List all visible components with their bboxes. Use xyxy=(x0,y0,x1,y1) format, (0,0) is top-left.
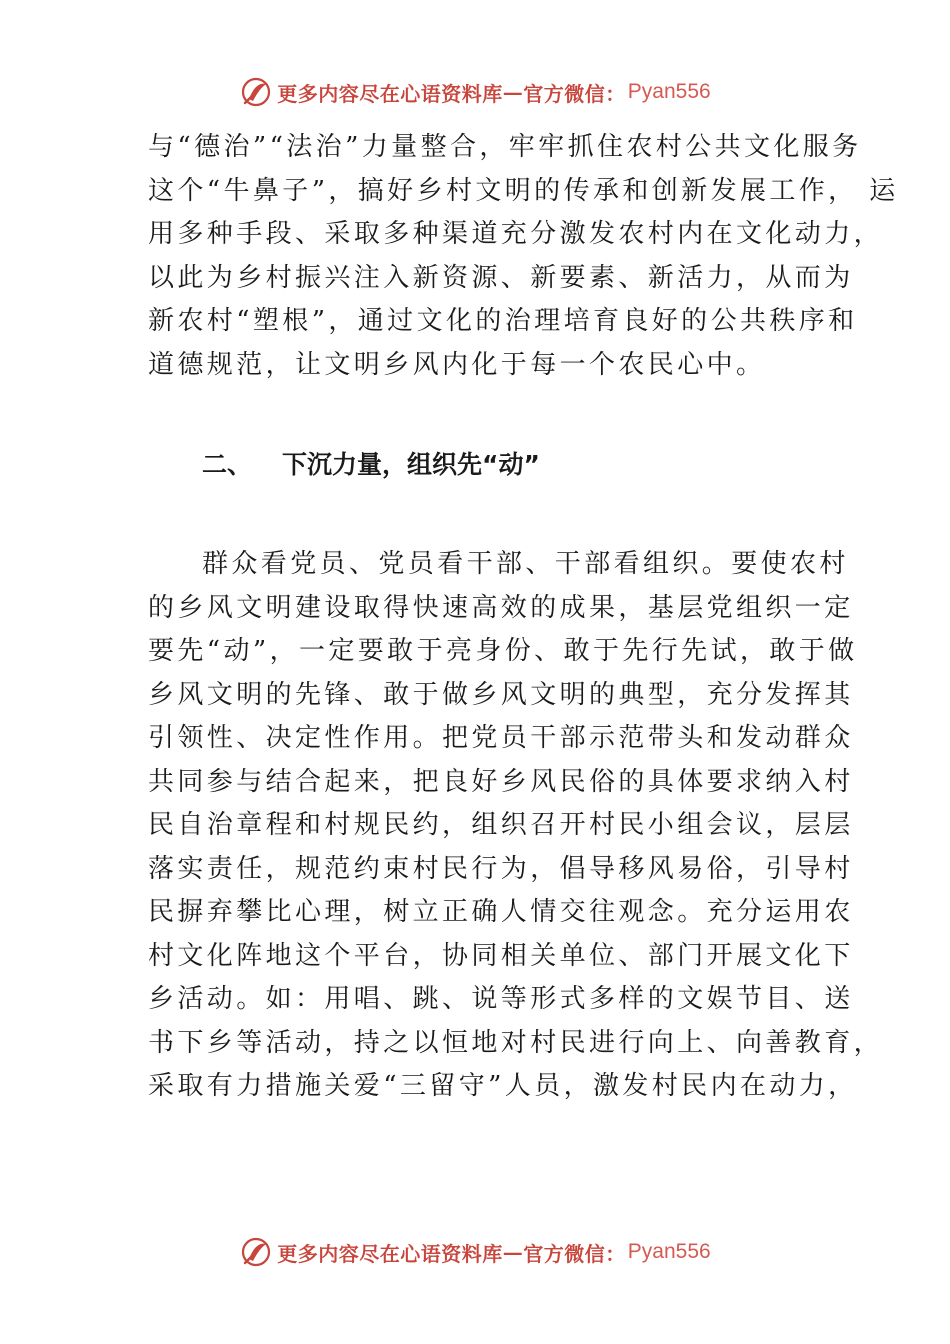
paragraph-2 xyxy=(148,543,884,1109)
text-line: 采取有力措施关爱“三留守”人员，激发村民内在动力， xyxy=(148,1071,858,1101)
text-line: 共同参与结合起来，把良好乡风民俗的具体要求纳入村 xyxy=(148,766,854,797)
text-line: 乡风文明的先锋、敢于做乡风文明的典型，充分发挥其 xyxy=(148,679,854,710)
section-title: 下沉力量，组织先“动” xyxy=(282,450,540,479)
section-number: 二、 xyxy=(202,450,253,479)
text-line: 道德规范，让文明乡风内化于每一个农民心中。 xyxy=(148,349,766,380)
text-line: 落实责任，规范约束村民行为，倡导移风易俗，引导村 xyxy=(148,853,854,884)
text-line: 群众看党员、党员看干部、干部看组织。要使农村 xyxy=(202,549,849,579)
watermark-wechat-id: Pyan556 xyxy=(627,1240,711,1263)
watermark-wechat-label: 官方微信： xyxy=(523,81,626,106)
text-line: 以此为乡村振兴注入新资源、新要素、新活力，从而为 xyxy=(148,262,854,293)
spacer xyxy=(148,387,828,443)
text-line: 村文化阵地这个平台，协同相关单位、部门开展文化下 xyxy=(148,940,854,971)
document-body xyxy=(148,126,899,1109)
text-line: 用多种手段、采取多种渠道充分激发农村内在文化动力， xyxy=(148,219,884,249)
text-line: 民自治章程和村规民约，组织召开村民小组会议，层层 xyxy=(148,810,854,840)
brand-logo-icon xyxy=(239,75,273,109)
watermark-dash: — xyxy=(502,80,524,104)
header-watermark xyxy=(0,72,950,112)
text-line: 新农村“塑根”，通过文化的治理培育良好的公共秩序和 xyxy=(148,306,858,336)
text-line: 的乡风文明建设取得快速高效的成果，基层党组织一定 xyxy=(148,592,854,623)
text-line: 书下乡等活动，持之以恒地对村民进行向上、向善教育， xyxy=(148,1027,884,1058)
text-line: 要先“动”，一定要敢于亮身份、敢于先行先试，敢于做 xyxy=(148,636,858,666)
text-line: 乡活动。如：用唱、跳、说等形式多样的文娱节目、送 xyxy=(148,984,854,1014)
text-line: 这个“牛鼻子”，搞好乡村文明的传承和创新发展工作， 运 xyxy=(148,175,899,206)
watermark-wechat-id: Pyan556 xyxy=(627,80,711,103)
watermark-wechat-label: 官方微信： xyxy=(523,1241,626,1266)
watermark-brand-text: 更多内容尽在心语资料库 xyxy=(277,1241,503,1266)
text-line: 与“德治”“法治”力量整合，牢牢抓住农村公共文化服务 xyxy=(148,132,862,162)
spacer xyxy=(148,487,828,543)
text-line: 引领性、决定性作用。把党员干部示范带头和发动群众 xyxy=(148,723,854,753)
watermark-dash: — xyxy=(502,1240,524,1264)
brand-logo-icon xyxy=(239,1235,273,1269)
text-line: 民摒弃攀比心理，树立正确人情交往观念。充分运用农 xyxy=(148,897,854,927)
section-heading xyxy=(148,443,828,487)
paragraph-1 xyxy=(148,126,899,387)
footer-watermark xyxy=(0,1232,950,1272)
watermark-brand-text: 更多内容尽在心语资料库 xyxy=(277,81,503,106)
